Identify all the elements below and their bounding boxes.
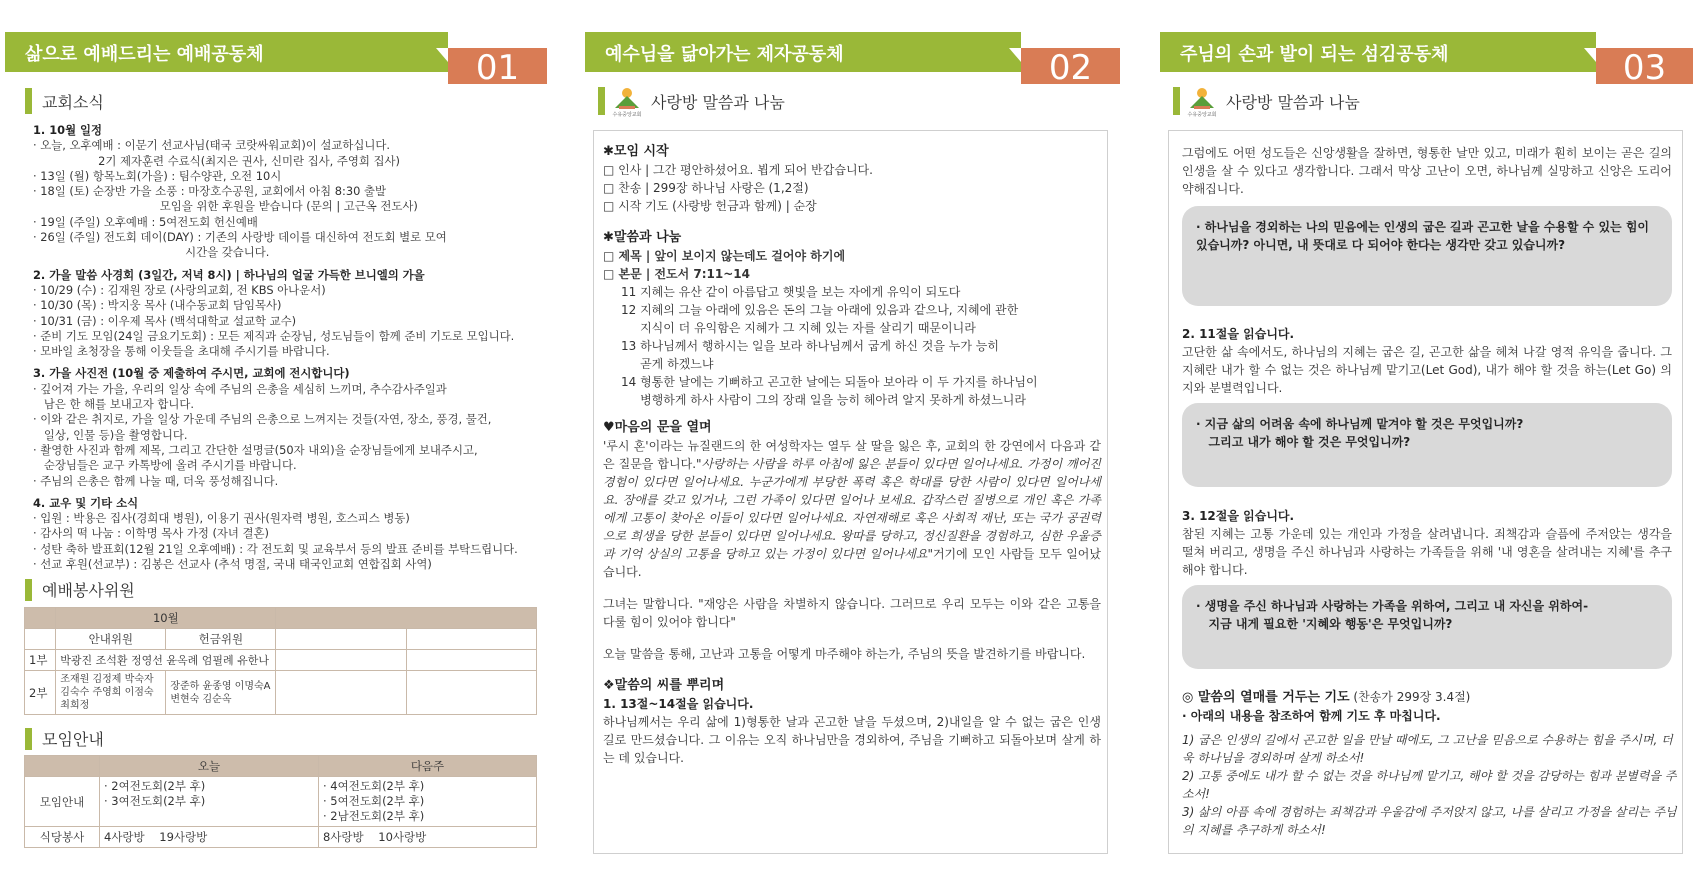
heart-paragraph-3: 오늘 말씀을 통해, 고난과 고통을 어떻게 마주해야 하는가, 주님의 뜻을 발견하기를 바랍니다. [603, 647, 1086, 661]
prayer-section [1182, 688, 1677, 839]
news-item: · 모바일 초청장을 통해 이웃들을 초대해 주시기를 바랍니다. [33, 344, 330, 359]
list-item: □ 인사 | 그간 평안하셨어요. 뵙게 되어 반갑습니다. [603, 163, 873, 177]
question-bubble-3: · 생명을 주신 하나님과 사랑하는 가족을 위하여, 그리고 내 자신을 위하여- 지금 내게 필요한 '지혜와 행동'은 무엇입니까? [1182, 585, 1672, 669]
heart-heading: ♥마음의 문을 열며 [603, 420, 712, 435]
svg-text:수유중앙교회: 수유중앙교회 [1187, 112, 1217, 118]
list-item: 1) 굽은 인생의 길에서 곤고한 일을 만날 때에도, 그 고난을 믿음으로 수용하는 힘을 주시며, 더욱 하나님을 경외하며 살게 하소서! [1182, 733, 1673, 765]
row-label: 식당봉사 [25, 827, 100, 848]
list-item: □ 찬송 | 299장 하나님 사랑은 (1,2절) [603, 181, 809, 195]
list-item: 11 지혜는 유산 같이 아름답고 햇빛을 보는 자에게 유익이 되도다 [621, 285, 961, 299]
heading-bar [25, 88, 32, 114]
sect-heading [1173, 84, 1360, 118]
list-item: 14 형통한 날에는 기뻐하고 곤고한 날에는 되돌아 보아라 이 두 가지를 하나님이 [621, 375, 1038, 389]
news-item: · 촬영한 사진과 함께 제목, 그리고 간단한 설명글(50자 내외)을 순장님들에게 보내주시고, [33, 442, 478, 457]
heading-bar [25, 728, 32, 750]
corner-cell [25, 608, 56, 629]
meet-heading [25, 727, 104, 750]
start-heading: ✱모임 시작 [603, 144, 669, 159]
month-cell: 10월 [56, 608, 276, 629]
section-3-heading: 3. 12절을 읽습니다. [1182, 509, 1295, 523]
news-item: · 10/31 (금) : 이우제 목사 (백석대학교 설교학 교수) [33, 313, 297, 328]
blank-cell [406, 650, 536, 671]
blank-cell [276, 671, 406, 715]
verse-list [603, 283, 1101, 409]
serve-names: 장준하 윤종영 이명숙A 변현숙 김순옥 [166, 671, 276, 715]
section-band [585, 32, 1021, 72]
list-item: 병행하게 하사 사람이 그의 장래 일을 능히 헤아려 알지 못하게 하셨느니라 [621, 393, 1026, 407]
news-item: · 깊어져 가는 가을, 우리의 일상 속에 주님의 은총을 세심히 느끼며, 추수감사주일과 [33, 381, 447, 396]
section-2-paragraph: 고단한 삶 속에서도, 하나님의 지혜는 굽은 길, 곤고한 삶을 헤쳐 나갈 영적 유익을 줍니다. 그 지혜란 내가 할 수 없는 것은 하나님께 맡기고(Let God), 내가 해야 할 것을 하는(Let Go) 의지와 분별력입니다. [1182, 345, 1672, 395]
question-bubble-1: · 하나님을 경외하는 나의 믿음에는 인생의 굽은 길과 곤고한 날을 수용할 수 있는 힘이 있습니까? 아니면, 내 뜻대로 다 되어야 한다는 생각만 갖고 있습니까? [1182, 206, 1672, 306]
serve-names: 조재원 김정제 박숙자 김숙수 주영희 이점숙 최희정 [56, 671, 166, 715]
serve-names: 박광진 조석환 정영선 윤옥례 엄필례 유한나 [56, 650, 276, 671]
news-item: · 주님의 은총은 함께 나눌 때, 더욱 풍성해집니다. [33, 473, 279, 488]
news-title: 교회소식 [42, 92, 104, 112]
blank-cell [25, 629, 56, 650]
section-2-heading: 2. 11절을 읽습니다. [1182, 327, 1295, 341]
news-item: 일상, 인물 등)을 촬영합니다. [33, 427, 188, 442]
col-head-guide: 안내위원 [56, 629, 166, 650]
heading-bar [25, 579, 32, 601]
seed-paragraph: 하나님께서는 우리 삶에 1)형통한 날과 곤고한 날을 두셨으며, 2)내일을 알 수 없는 굽은 인생 길로 만드셨습니다. 그 이유는 오직 하나님만을 경외하여, 주님을 기뻐하고 되돌아보며 살게 하는 데 있습니다. [603, 715, 1101, 765]
kitchen-next: 8사랑방 10사랑방 [319, 827, 537, 848]
serve-title: 예배봉사위원 [42, 581, 135, 600]
prayer-instruction: · 아래의 내용을 참조하여 함께 기도 후 마칩니다. [1182, 709, 1441, 723]
news-item: 순장님들은 교구 카톡방에 올려 주시기를 바랍니다. [33, 458, 297, 473]
band-title: 삶으로 예배드리는 예배공동체 [25, 44, 264, 65]
blank-cell [276, 629, 406, 650]
church-logo-icon [609, 84, 645, 118]
question-bubble-2: · 지금 삶의 어려움 속에 하나님께 맡겨야 할 것은 무엇입니까? 그리고 내가 해야 할 것은 무엇입니까? [1182, 403, 1672, 487]
section-band [5, 32, 448, 72]
news-item: 2기 제자훈련 수료식(최지은 권사, 신미란 집사, 주영희 집사) [33, 153, 400, 168]
seed-heading: ❖말씀의 씨를 뿌리며 [603, 678, 725, 693]
svg-text:수유중앙교회: 수유중앙교회 [612, 112, 642, 118]
page-number-tab: 02 [1021, 48, 1120, 84]
month-cell-empty [276, 608, 537, 629]
serve-heading [25, 578, 135, 601]
news-item: · 18일 (토) 순장반 가을 소풍 : 마장호수공원, 교회에서 아침 8:30 출발 [33, 184, 386, 199]
sect-heading [598, 84, 785, 118]
heart-paragraph-1: '루시 혼'이라는 뉴질랜드의 한 여성학자는 열두 살 딸을 잃은 후, 교회의 한 강연에서 다음과 같은 질문을 합니다."사랑하는 사람을 하루 아침에 잃은 분들이 있다면 일어나세요. 가정이 깨어진 경험이 있다면 일어나세요. 누군가에게 부당한 폭력 혹은 학대를 당한 사람이 있다면 일어나세요. 장애를 갖고 있거나, 그런 가족이 있다면 일어나 보세요. 갑작스런 질병으로 개인 혹은 가족에게 고통이 찾아온 이들이 있다면 일어나세요. 자연재해로 혹은 사회적 재난, 또는 국가 공권력으로 희생을 당한 분들이 있다면 일어나세요. 왕따를 당하고, 정신질환을 경험하고, 심한 우울증과 기억 상실의 고통을 당하고 있는 가정이 있다면 일어나세요"거기에 모인 사람들 모두 일어났습니다. [603, 439, 1101, 579]
heart-paragraph-2: 그녀는 말합니다. "재앙은 사람을 차별하지 않습니다. 그러므로 우리 모두는 이와 같은 고통을 다룰 힘이 있어야 합니다" [603, 597, 1101, 629]
news-item: · 준비 기도 모임(24일 금요기도회) : 모든 제직과 순장님, 성도님들이 함께 준비 기도로 모입니다. [33, 328, 515, 343]
word-heading: ✱말씀과 나눔 [603, 230, 682, 245]
corner-cell [25, 756, 100, 777]
news-section-heading: 3. 가을 사진전 (10월 중 제출하여 주시면, 교회에 전시합니다) [33, 366, 350, 381]
blank-cell [406, 671, 536, 715]
seed-subheading: 1. 13절~14절을 읽습니다. [603, 697, 754, 711]
news-item: · 13일 (월) 항목노회(가을) : 팀수양관, 오전 10시 [33, 168, 282, 183]
column-discipleship [585, 0, 1140, 869]
heading-bar [1173, 87, 1180, 115]
news-item: · 입원 : 박용은 집사(경희대 병원), 이용기 권사(원자력 병원, 호스피스 병동) [33, 511, 410, 526]
news-list [33, 123, 563, 572]
news-item: · 오늘, 오후예배 : 이문기 선교사님(태국 코랏싸워교회)이 설교하십니다. [33, 138, 391, 153]
news-section-heading: 2. 가을 말씀 사경회 (3일간, 저녁 8시) | 하나님의 얼굴 가득한 브니엘의 가을 [33, 267, 425, 282]
news-item: · 26일 (주일) 전도회 데이(DAY) : 기존의 사랑방 데이를 대신하여 전도회 별로 모여 [33, 230, 447, 245]
sect-title: 사랑방 말씀과 나눔 [651, 92, 785, 112]
meet-table [24, 755, 537, 848]
row-label: 1부 [25, 650, 56, 671]
page-number-tab: 03 [1596, 48, 1693, 84]
list-item: 지식이 더 유익함은 지혜가 그 지혜 있는 자를 살리기 때문이니라 [621, 321, 976, 335]
section-3-paragraph: 참된 지혜는 고통 가운데 있는 개인과 가정을 살려냅니다. 죄책감과 슬픔에 주저앉는 생각을 떨쳐 버리고, 생명을 주신 하나님과 사랑하는 가족들을 위해 '내 영혼을 살려내는 지혜'를 추구해야 합니다. [1182, 527, 1672, 577]
blank-cell [276, 650, 406, 671]
row-label: 2부 [25, 671, 56, 715]
news-item: · 성탄 축하 발표회(12월 21일 오후예배) : 각 전도회 및 교육부서 등의 발표 준비를 부탁드립니다. [33, 541, 518, 556]
news-item: · 19일 (주일) 오후예배 : 5여전도회 헌신예배 [33, 214, 258, 229]
news-item: · 10/30 (목) : 박지웅 목사 (내수동교회 담임목사) [33, 298, 282, 313]
column-service [1160, 0, 1700, 869]
list-item: □ 시작 기도 (사랑방 헌금과 함께) | 순장 [603, 199, 817, 213]
meet-title: 모임안내 [42, 730, 104, 749]
col2-body [603, 143, 1101, 767]
scripture-ref: □ 본문 | 전도서 7:11~14 [603, 267, 750, 281]
list-item: 13 하나님께서 행하시는 일을 보라 하나님께서 굽게 하신 것을 누가 능히 [621, 339, 999, 353]
section-band [1160, 32, 1596, 72]
news-item: 시간을 갖습니다. [33, 245, 270, 260]
news-item: · 감사의 떡 나눔 : 이학명 목사 가정 (자녀 결혼) [33, 526, 269, 541]
column-worship [0, 0, 565, 869]
heading-bar [598, 87, 605, 115]
blank-cell [406, 629, 536, 650]
news-item: · 이와 같은 취지로, 가을 일상 가운데 주님의 은총으로 느껴지는 것들(자연, 장소, 풍경, 물건, [33, 412, 492, 427]
news-heading [25, 88, 104, 114]
band-title: 주님의 손과 발이 되는 섬김공동체 [1180, 44, 1449, 65]
section-3 [1182, 507, 1672, 579]
news-section-heading: 4. 교우 및 기타 소식 [33, 495, 139, 510]
meet-next: · 4여전도회(2부 후) · 5여전도회(2부 후) · 2남전도회(2부 후) [319, 777, 537, 827]
section-2 [1182, 325, 1672, 397]
list-item: 2) 고통 중에도 내가 할 수 없는 것을 하나님께 맡기고, 해야 할 것을 감당하는 힘과 분별력을 주소서! [1182, 769, 1677, 801]
kitchen-today: 4사랑방 19사랑방 [100, 827, 319, 848]
band-title: 예수님을 닮아가는 제자공동체 [605, 44, 844, 65]
serve-table [24, 607, 537, 715]
church-logo-icon [1184, 84, 1220, 118]
list-item: 곧게 하겠느냐 [621, 357, 714, 371]
start-list [603, 161, 1101, 215]
news-item: · 선교 후원(선교부) : 김봉은 선교사 (추석 명절, 국내 태국인교회 연합집회 사역) [33, 557, 432, 572]
sermon-title: □ 제목 | 앞이 보이지 않는데도 걸어야 하기에 [603, 249, 846, 263]
meet-today: · 2여전도회(2부 후) · 3여전도회(2부 후) [100, 777, 319, 827]
list-item: 12 지혜의 그늘 아래에 있음은 돈의 그늘 아래에 있음과 같으나, 지혜에 관한 [621, 303, 1019, 317]
row-label: 모임안내 [25, 777, 100, 827]
col-head-offering: 헌금위원 [166, 629, 276, 650]
prayer-list [1182, 731, 1677, 839]
news-section-heading: 1. 10월 일정 [33, 123, 103, 137]
page-number-tab: 01 [448, 48, 547, 84]
intro-paragraph: 그럼에도 어떤 성도들은 신앙생활을 잘하면, 형통한 날만 있고, 미래가 훤히 보이는 곧은 길의 인생을 살 수 있다고 생각합니다. 그래서 막상 고난이 오면, 하나님께 실망하고 신앙은 도리어 약해집니다. [1182, 146, 1672, 196]
prayer-heading: ◎ 말씀의 열매를 거두는 기도 (찬송가 299장 3.4절) [1182, 690, 1471, 705]
col-head-today: 오늘 [100, 756, 319, 777]
sect-title: 사랑방 말씀과 나눔 [1226, 92, 1360, 112]
news-item: · 10/29 (수) : 김재원 장로 (사랑의교회, 전 KBS 아나운서) [33, 282, 326, 297]
news-item: 남은 한 해를 보내고자 합니다. [33, 397, 195, 412]
news-item: 모임을 위한 후원을 받습니다 (문의 | 고근옥 전도사) [33, 199, 418, 214]
list-item: 3) 삶의 아픔 속에 경험하는 죄책감과 우울감에 주저앉지 않고, 나를 살리고 가정을 살리는 주님의 지혜를 추구하게 하소서! [1182, 805, 1677, 837]
col-head-next: 다음주 [319, 756, 537, 777]
